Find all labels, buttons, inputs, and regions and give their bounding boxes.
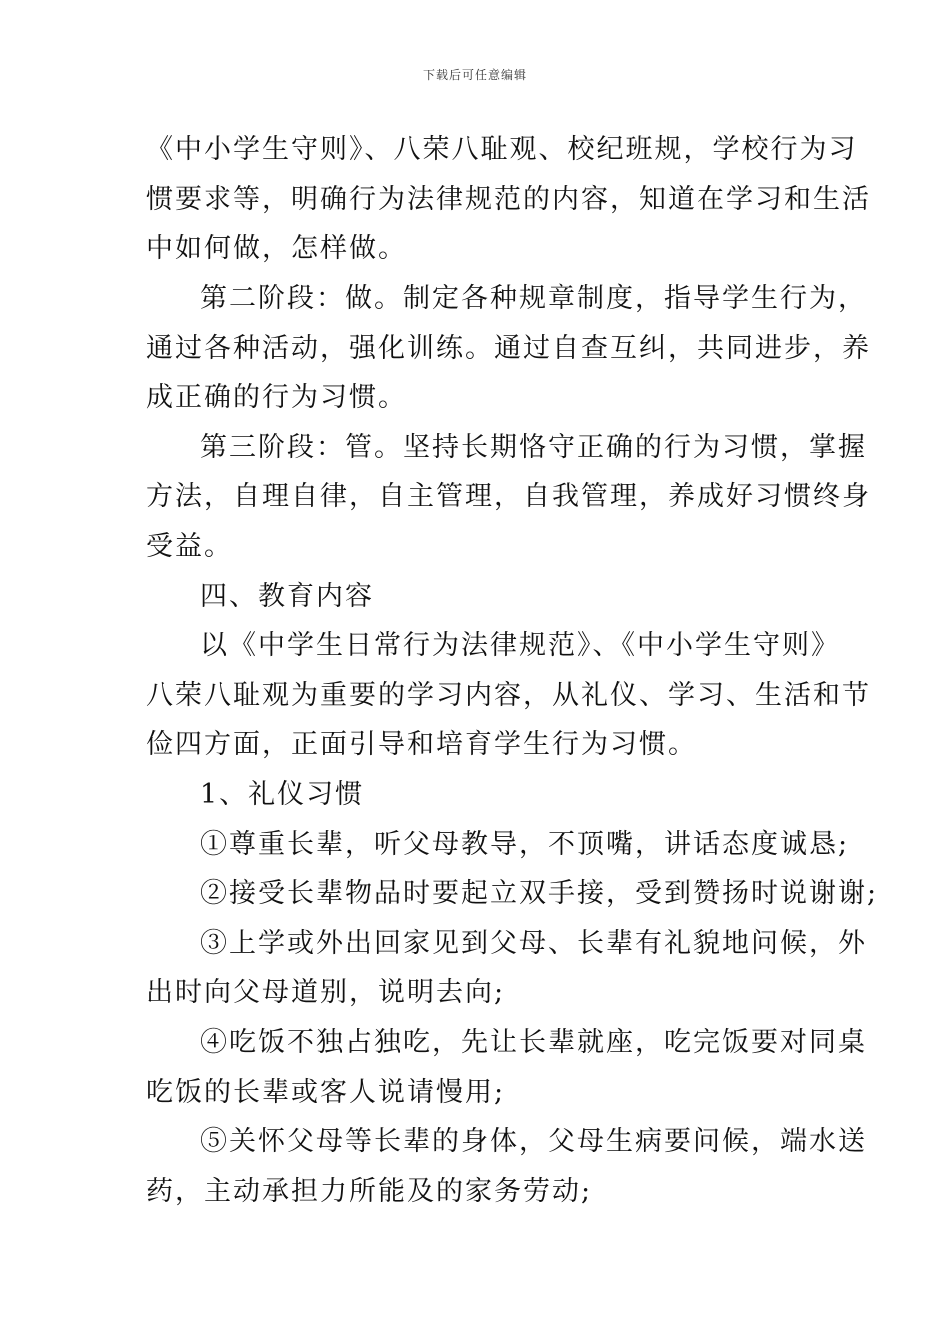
text-line: 成正确的行为习惯。	[146, 382, 407, 413]
text-line: 惯要求等，明确行为法律规范的内容，知道在学习和生活	[146, 184, 871, 215]
list-item: ②接受长辈物品时要起立双手接，受到赞扬时说谢谢;	[200, 878, 879, 909]
text-line: 通过各种活动，强化训练。通过自查互纠，共同进步，养	[146, 333, 871, 364]
section-heading: 四、教育内容	[200, 581, 374, 612]
list-item: ⑤关怀父母等长辈的身体，父母生病要问候，端水送	[200, 1126, 867, 1157]
text-line: 俭四方面，正面引导和培育学生行为习惯。	[146, 729, 697, 760]
text-line: 八荣八耻观为重要的学习内容，从礼仪、学习、生活和节	[146, 680, 871, 711]
text-line: 方法，自理自律，自主管理，自我管理，养成好习惯终身	[146, 481, 871, 512]
text-line: 受益。	[146, 531, 233, 562]
list-item-continued: 吃饭的长辈或客人说请慢用;	[146, 1077, 506, 1108]
subsection-heading: 1、礼仪习惯	[200, 779, 365, 810]
text-line: 《中小学生守则》、八荣八耻观、校纪班规，学校行为习	[146, 134, 858, 165]
list-item-continued: 出时向父母道别，说明去向;	[146, 977, 506, 1008]
list-item: ④吃饭不独占独吃，先让长辈就座，吃完饭要对同桌	[200, 1027, 867, 1058]
page-header-note: 下载后可任意编辑	[422, 68, 527, 82]
list-item: ③上学或外出回家见到父母、长辈有礼貌地问候，外	[200, 928, 867, 959]
list-item-continued: 药，主动承担力所能及的家务劳动;	[146, 1176, 593, 1207]
text-line: 中如何做，怎样做。	[146, 233, 407, 264]
text-line: 第三阶段：管。坚持长期恪守正确的行为习惯，掌握	[200, 432, 867, 463]
list-item: ①尊重长辈，听父母教导，不顶嘴，讲话态度诚恳;	[200, 829, 850, 860]
text-line: 以《中学生日常行为法律规范》、《中小学生守则》	[200, 630, 840, 661]
text-line: 第二阶段：做。制定各种规章制度，指导学生行为，	[200, 283, 867, 314]
